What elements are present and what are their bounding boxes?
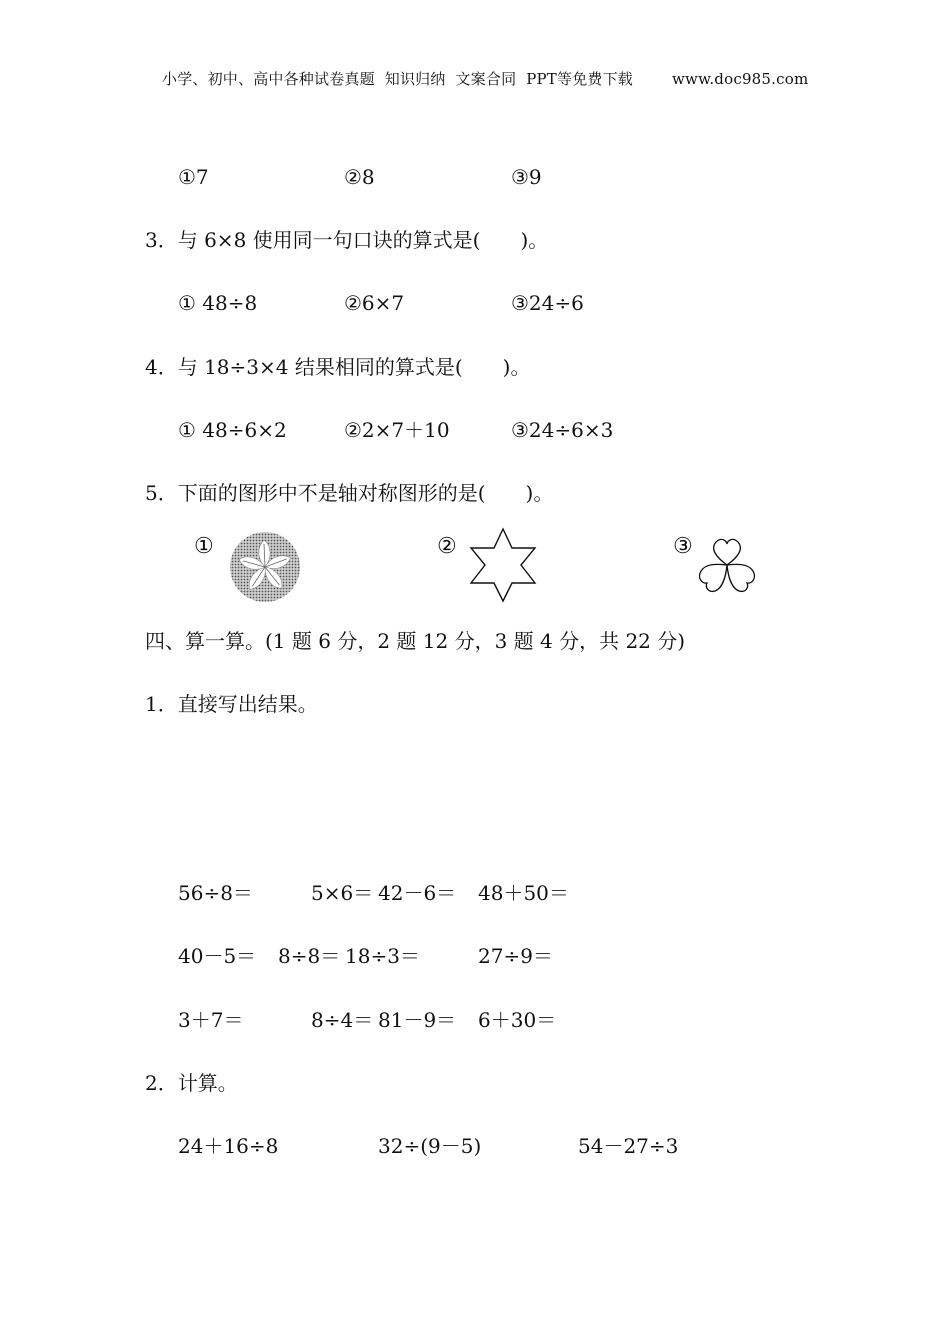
calc-3-3: 81－9＝: [378, 1008, 457, 1032]
q3-option-2: ②6×7: [344, 291, 405, 315]
calc-3-1: 3＋7＝: [178, 1008, 244, 1032]
q2-option-2: ②8: [344, 165, 375, 189]
q2-option-1: ①7: [178, 165, 209, 189]
part-2-stem: 2．计算。: [145, 1071, 238, 1095]
calc-2-1: 40－5＝: [178, 944, 257, 968]
q2-option-3: ③9: [511, 165, 542, 189]
header-website-link[interactable]: www.doc985.com: [672, 70, 809, 88]
part-2-item-1: 24＋16÷8: [178, 1134, 279, 1158]
q5-option-2-mark: ②: [437, 534, 457, 559]
q5-option-3-mark: ③: [673, 534, 693, 559]
q5-stem: 5．下面的图形中不是轴对称图形的是( )。: [145, 481, 554, 505]
q3-option-1: ① 48÷8: [178, 291, 258, 315]
calc-2-2: 8÷8＝: [278, 944, 341, 968]
q5-option-1-mark: ①: [194, 534, 214, 559]
calc-1-2: 5×6＝: [311, 881, 374, 905]
clover-icon: [696, 535, 758, 595]
bauhinia-flower-icon: [228, 530, 302, 604]
q3-option-3: ③24÷6: [511, 291, 584, 315]
calc-1-3: 42－6＝: [378, 881, 457, 905]
q3-stem: 3．与 6×8 使用同一句口诀的算式是( )。: [145, 228, 549, 252]
calc-2-3: 18÷3＝: [345, 944, 420, 968]
calc-3-2: 8÷4＝: [311, 1008, 374, 1032]
section-4-title: 四、算一算。(1 题 6 分，2 题 12 分，3 题 4 分，共 22 分): [145, 629, 686, 653]
q4-stem: 4．与 18÷3×4 结果相同的算式是( )。: [145, 355, 531, 379]
calc-3-4: 6＋30＝: [478, 1008, 557, 1032]
header-left-text: 小学、初中、高中各种试卷真题 知识归纳 文案合同 PPT等免费下载: [162, 70, 634, 88]
calc-1-1: 56÷8＝: [178, 881, 253, 905]
six-point-star-icon: [468, 527, 538, 603]
q4-option-3: ③24÷6×3: [511, 418, 614, 442]
part-2-item-2: 32÷(9－5): [378, 1134, 482, 1158]
calc-2-4: 27÷9＝: [478, 944, 553, 968]
part-1-stem: 1．直接写出结果。: [145, 692, 318, 716]
part-2-item-3: 54－27÷3: [578, 1134, 679, 1158]
calc-1-4: 48＋50＝: [478, 881, 569, 905]
q4-option-2: ②2×7＋10: [344, 418, 450, 442]
q4-option-1: ① 48÷6×2: [178, 418, 287, 442]
